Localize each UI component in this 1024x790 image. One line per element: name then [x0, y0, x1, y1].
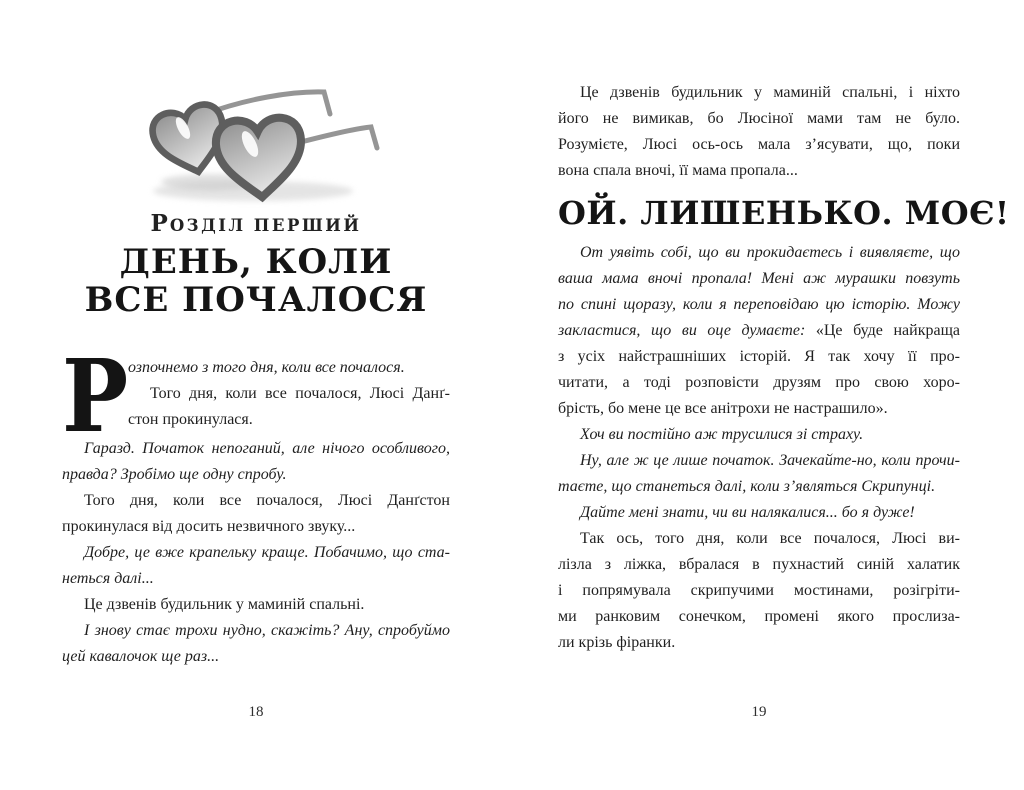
paragraph	[558, 240, 960, 422]
paragraph	[62, 592, 450, 618]
chapter-label-initial: Р	[150, 210, 170, 237]
text-line: І знову стає трохи нудно, скажіть? Ану, спробуймо	[84, 622, 450, 639]
text-line: закластися, що ви оце думаєте: «Це буде найкраща	[558, 322, 960, 339]
text-line: ли крізь фіранки.	[558, 634, 676, 651]
chapter-title	[62, 243, 450, 319]
chapter-label	[62, 210, 450, 237]
text-line: Хоч ви постійно аж трусилися зі страху.	[580, 426, 864, 443]
text-line: Того дня, коли все почалося, Люсі Данґ-	[150, 385, 450, 402]
text-line: вона спала вночі, її мама пропала...	[558, 162, 798, 179]
text-line: його не вимикав, бо Люсіної мами там не було.	[558, 110, 960, 127]
text-line: Це дзвенів будильник у маминій спальні.	[84, 596, 365, 613]
text-line: прокинулася від досить незвичного звуку...	[62, 518, 356, 535]
text-line: лізла з ліжка, вбралася в пухнастий синій халатик	[558, 556, 960, 573]
text-line: Дайте мені знати, чи ви налякалися... бо я дуже!	[580, 504, 915, 521]
text-line: Розумієте, Люсі ось-ось мала з’ясувати, що, поки	[558, 136, 960, 153]
drop-cap: Р	[62, 337, 129, 455]
paragraph	[62, 540, 450, 592]
text-line: неться далі...	[62, 570, 154, 587]
chapter-label-rest: ОЗДІЛ ПЕРШИЙ	[169, 216, 362, 235]
paragraph	[62, 618, 450, 670]
chapter-title-line-2: ВСЕ ПОЧАЛОСЯ	[84, 280, 428, 320]
text-line: брість, бо мене це все анітрохи не настрашило».	[558, 400, 888, 417]
right-page-body-bottom	[558, 240, 960, 656]
text-line: озпочнемо з того дня, коли все почалося.	[128, 359, 405, 376]
paragraph	[558, 448, 960, 500]
paragraph	[558, 500, 960, 526]
section-heading: ОЙ. ЛИШЕНЬКО. МОЄ!	[558, 194, 1010, 232]
right-page-body-top	[558, 80, 960, 184]
text-line: читати, а тоді розповісти друзям про свою хоро-	[558, 374, 960, 391]
heart-sunglasses-icon	[131, 78, 381, 208]
text-line: Того дня, коли все почалося, Люсі Данґстон	[84, 492, 450, 509]
text-line: ваша мама вночі пропала! Мені аж мурашки повзуть	[558, 270, 960, 287]
text-line: Добре, це вже крапельку краще. Побачимо, що ста-	[84, 544, 450, 561]
left-paragraphs	[62, 436, 450, 670]
text-line: ми ранковим сонечком, промені якого прослиза-	[558, 608, 960, 625]
paragraph	[558, 80, 960, 184]
text-line: і попрямувала скрипучими мостинами, розігріти-	[558, 582, 960, 599]
left-page-body	[62, 337, 450, 670]
page-right	[558, 80, 1010, 656]
paragraph	[558, 526, 960, 656]
paragraph	[62, 488, 450, 540]
text-line: таєте, що станеться далі, коли з’являться Скрипунці.	[558, 478, 936, 495]
page-number-left: 18	[248, 704, 264, 720]
text-line: Ну, але ж це лише початок. Зачекайте-но, коли прочи-	[580, 452, 960, 469]
text-line: Так ось, того дня, коли все почалося, Люсі ви-	[580, 530, 960, 547]
chapter-title-line-1: ДЕНЬ, КОЛИ	[119, 242, 393, 282]
sunglasses-illustration	[62, 78, 450, 208]
text-line: От уявіть собі, що ви прокидаєтесь і виявляєте, що	[580, 244, 960, 261]
text-line: з усіх найстрашніших історій. Я так хочу її про-	[558, 348, 960, 365]
paragraph	[558, 422, 960, 448]
text-line: правда? Зробімо ще одну спробу.	[62, 466, 287, 483]
text-line: цей кавалочок ще раз...	[62, 648, 220, 665]
text-line: Це дзвенів будильник у маминій спальні, і ніхто	[580, 84, 960, 101]
page-number-right: 19	[751, 704, 767, 720]
text-line: стон прокинулася.	[128, 411, 253, 428]
page-left	[62, 78, 450, 670]
text-line: Гаразд. Початок непоганий, але нічого особливого,	[84, 440, 450, 457]
text-line: по спині щоразу, коли я переповідаю цю історію. Можу	[558, 296, 960, 313]
